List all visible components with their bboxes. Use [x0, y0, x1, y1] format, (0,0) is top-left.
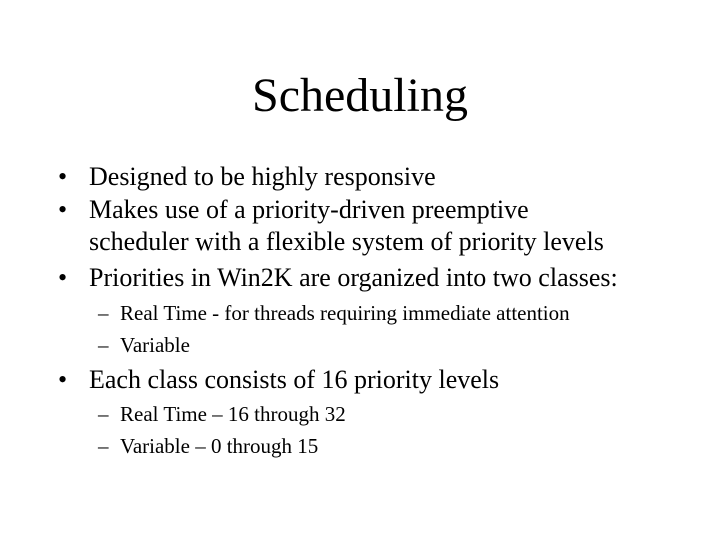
bullet-text-continuation: scheduler with a flexible system of priority levels [89, 227, 604, 256]
sub-bullet-marker: – [98, 434, 109, 458]
slide-title: Scheduling [252, 69, 468, 122]
bullet-text: Makes use of a priority-driven preemptive [89, 195, 529, 224]
bullet-marker: • [58, 162, 68, 191]
sub-bullet-marker: – [98, 333, 109, 357]
bullet-marker: • [58, 263, 68, 292]
sub-bullet-text: Real Time - for threads requiring immediate attention [120, 301, 570, 325]
sub-bullet-text: Real Time – 16 through 32 [120, 402, 346, 426]
sub-bullet-text: Variable [120, 333, 190, 357]
sub-bullet-marker: – [98, 402, 109, 426]
bullet-text: Designed to be highly responsive [89, 162, 436, 191]
bullet-marker: • [58, 195, 68, 224]
bullet-marker: • [58, 365, 68, 394]
sub-bullet-text: Variable – 0 through 15 [120, 434, 319, 458]
bullet-text: Each class consists of 16 priority levels [89, 365, 500, 394]
bullet-text: Priorities in Win2K are organized into two classes: [89, 263, 618, 292]
sub-bullet-marker: – [98, 301, 109, 325]
